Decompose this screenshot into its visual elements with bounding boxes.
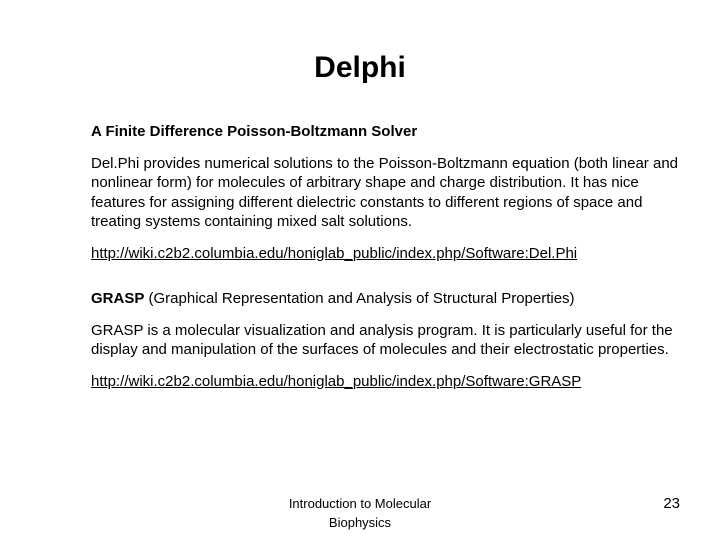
delphi-description: Del.Phi provides numerical solutions to the Poisson-Boltzmann equation (both linear and nonlinear form) for molecules of arbitrary shape and charge distribution. It has nice features for assigning different dielectric constants to different regions of space and treating systems containing mixed salt solutions. — [91, 154, 678, 230]
grasp-description: GRASP is a molecular visualization and analysis program. It is particularly useful for the display and manipulation of the surfaces of molecules and their electrostatic properties. — [91, 321, 673, 358]
footer-text: Introduction to Molecular Biophysics — [288, 496, 432, 530]
delphi-link[interactable]: http://wiki.c2b2.columbia.edu/honiglab_public/index.php/Software:Del.Phi — [91, 244, 578, 262]
grasp-subtitle: (Graphical Representation and Analysis of Structural Properties) — [144, 290, 575, 307]
slide-title: Delphi — [314, 51, 406, 84]
delphi-subtitle: A Finite Difference Poisson-Boltzmann Solver — [91, 123, 418, 140]
grasp-link[interactable]: http://wiki.c2b2.columbia.edu/honiglab_public/index.php/Software:GRASP — [91, 372, 582, 390]
slide-content — [91, 122, 691, 391]
grasp-name: GRASP — [91, 290, 145, 307]
page-number: 23 — [663, 495, 680, 512]
grasp-heading — [91, 289, 691, 309]
